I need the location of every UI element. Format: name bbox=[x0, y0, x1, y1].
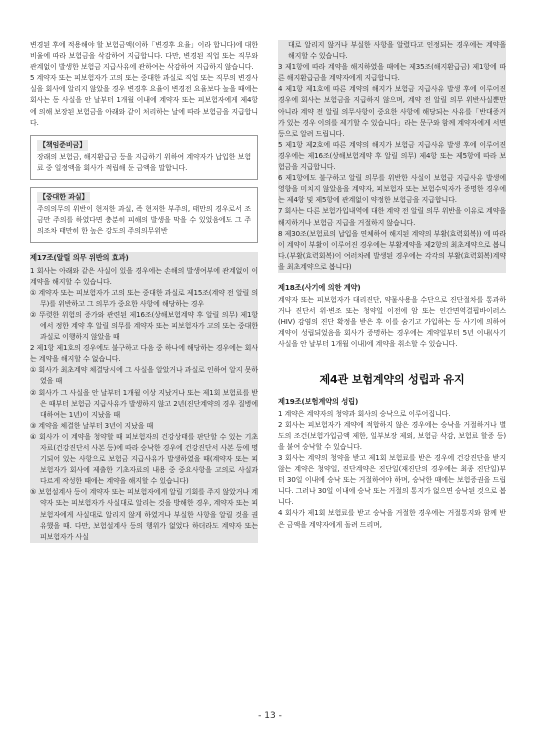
definition-box-negligence bbox=[30, 187, 258, 243]
right-column bbox=[278, 40, 506, 531]
article-19-clause-1: 1 계약은 계약자의 청약과 회사의 승낙으로 이루어집니다. bbox=[278, 409, 451, 418]
article-18-body: 계약자 또는 피보험자가 대리진단, 약물사용을 수단으로 진단절차를 통과하거나 진단서 위·변조 또는 청약일 이전에 암 또는 인간면역결핍바이러스(HIV) 감염의 진단 확정을 받은 후 이를 숨기고 가입하는 등 사기에 의하여 계약이 성립되었음을 회사가 증명하는 경우에는 계약일부터 5년 이내(사기사실을 안 날부터 1개월 이내)에 계약을 취소할 수 있습니다. bbox=[278, 296, 506, 349]
definition-body: 장래의 보험금, 해지환급금 등을 지급하기 위하여 계약자가 납입한 보험료 중 일정액을 회사가 적립해 둔 금액을 말합니다. bbox=[37, 152, 251, 172]
left-column bbox=[30, 40, 258, 543]
list-item: ① 회사가 최초계약 체결당시에 그 사실을 알았거나 과실로 인하여 알지 못하였을 때 bbox=[30, 366, 258, 386]
definition-body: 주의의무의 위반이 현저한 과실, 즉 현저한 부주의, 태만의 경우로서 조금만 주의를 하였다면 충분히 피해의 발생을 막을 수 있었음에도 그 주의조차 태만히 한 높은 강도의 주의의무위반 bbox=[37, 205, 251, 236]
article-17-clause-8: 8 제30조(보험료의 납입을 연체하여 해지된 계약의 부활(효력회복)) 에 따라 이 계약이 부활이 이루어진 경우에는 부활계약을 제2항의 최초계약으로 봅니다.(부활(효력회복)이 여러차례 발생된 경우에는 각각의 부활(효력회복)계약을 최초계약으로 봅니다) bbox=[278, 229, 506, 271]
article-19-clause-3: 3 회사는 계약의 청약을 받고 제1회 보험료를 받은 경우에 건강진단을 받지 않는 계약은 청약일, 진단계약은 진단일(재진단의 경우에는 최종 진단일)부터 30일 이내에 승낙 또는 거절하여야 하며, 승낙한 때에는 보험증권을 드립니다. 그러나 30일 이내에 승낙 또는 거절의 통지가 없으면 승낙된 것으로 봅니다. bbox=[278, 454, 506, 507]
article-17-clause-3: 3 제1항에 따라 계약을 해지하였을 때에는 제35조(해지환급금) 제1항에 따른 해지환급금을 계약자에게 지급합니다. bbox=[278, 63, 506, 83]
list-item: ④ 회사가 이 계약을 청약할 때 피보험자의 건강상태를 판단할 수 있는 기초자료(건강진단서 사본 등)에 따라 승낙한 경우에 건강진단서 사본 등에 명기되어 있는 사항으로 보험금 지급사유가 발생하였을 때(계약자 또는 피보험자가 회사에 제출한 기초자료의 내용 중 중요사항을 고의로 사실과 다르게 작성한 때에는 계약을 해지할 수 있습니다) bbox=[30, 432, 258, 486]
article-title: 제17조(알릴 의무 위반의 효과) bbox=[30, 253, 129, 263]
list-item: ③ 계약을 체결한 날부터 3년이 지났을 때 bbox=[30, 421, 154, 430]
list-item: ⑤ 보험설계사 등이 계약자 또는 피보험자에게 알릴 기회를 주지 않았거나 계약자 또는 피보험자가 사실대로 알리는 것을 방해한 경우, 계약자 또는 피보험자에게 사실대로 알리지 않게 하였거나 부실한 사항을 알릴 것을 권유했을 때. 다만, 보험설계사 등의 행위가 없었다 하더라도 계약자 또는 피보험자가 사실 bbox=[30, 488, 258, 541]
list-item: ② 회사가 그 사실을 안 날부터 1개월 이상 지났거나 또는 제1회 보험료를 받은 때부터 보험금 지급사유가 발생하지 않고 2년(진단계약의 경우 질병에 대하여는 1년)이 지났을 때 bbox=[30, 388, 258, 419]
article-17-clause-5: 5 제1항 제2호에 따른 계약의 해지가 보험금 지급사유 발생 후에 이루어진 경우에는 제16조(상해보험계약 후 알릴 의무) 제4항 또는 제5항에 따라 보험금을 지급합니다. bbox=[278, 140, 506, 172]
article-17-clause-1: 1 회사는 아래와 같은 사실이 있을 경우에는 손해의 발생여부에 관계없이 이 계약을 해지할 수 있습니다. bbox=[30, 266, 258, 286]
list-item: ① 계약자 또는 피보험자가 고의 또는 중대한 과실로 제15조(계약 전 알릴 의무)를 위반하고 그 의무가 중요한 사항에 해당하는 경우 bbox=[30, 288, 258, 308]
definition-title: 【중대한 과실】 bbox=[37, 192, 90, 203]
list-item-continued: 대로 알리지 않거나 부실한 사항을 알렸다고 인정되는 경우에는 계약을 해지할 수 있습니다. bbox=[288, 41, 506, 61]
article-17-clause-4: 4 제1항 제1호에 따른 계약의 해지가 보험금 지급사유 발생 후에 이루어진 경우에 회사는 보험금을 지급하지 않으며, 계약 전 알릴 의무 위반사실뿐만 아니라 계약 전 알릴 의무사항이 중요한 사항에 해당되는 사유를「반대증거가 있는 경우 이의를 제기할 수 있습니다」라는 문구와 함께 계약자에게 서면 등으로 알려 드립니다. bbox=[278, 85, 507, 138]
definition-box-reserve bbox=[30, 135, 258, 180]
article-17-clause-2: 2 제1항 제1호의 경우에도 불구하고 다음 중 하나에 해당하는 경우에는 회사는 계약을 해지할 수 없습니다. bbox=[30, 344, 258, 364]
list-item: ② 뚜렷한 위험의 증가와 관련된 제16조(상해보험계약 후 알릴 의무) 제1항에서 정한 계약 후 알릴 의무를 계약자 또는 피보험자가 고의 또는 중대한 과실로 이행하지 않았을 때 bbox=[30, 310, 258, 342]
article-19-clause-2: 2 회사는 피보험자가 계약에 적합하지 않은 경우에는 승낙을 거절하거나 별도의 조건(보험가입금액 제한, 일부보장 제외, 보험금 삭감, 보험료 할증 등)을 붙여 승낙할 수 있습니다. bbox=[278, 420, 506, 451]
article-17-continued bbox=[278, 40, 506, 273]
clause-5: 5 계약자 또는 피보험자가 고의 또는 중대한 과실로 직업 또는 직무의 변경사실을 회사에 알리지 않았을 경우 변경후 요율이 변경전 요율보다 높을 때에는 회사는 동 사실을 안 날부터 1개월 이내에 계약자 또는 피보험자에게 제4항에 의해 보장된 보험금을 아래와 같이 처리하는 날에 따라 보험금을 지급합니다. bbox=[30, 74, 258, 127]
page-number: - 13 - bbox=[258, 711, 282, 721]
intro-paragraph: 변경된 후에 적용해야 할 보험금액(이하「변경후 요율」이라 합니다)에 대한 비율에 따라 보험금을 삭감하여 지급합니다. 다만, 변경된 직업 또는 직무와 관계없이 발생한 보험금 지급사유에 관하여는 삭감하여 지급하지 않습니다. bbox=[30, 41, 258, 72]
definition-title: 【책임준비금】 bbox=[37, 140, 88, 151]
section-heading: 제4관 보험계약의 성립과 유지 bbox=[319, 372, 465, 386]
article-17-clause-7: 7 회사는 다른 보험가입내역에 대한 계약 전 알릴 의무 위반을 이유로 계약을 해지하거나 보험금 지급을 거절하지 않습니다. bbox=[278, 207, 506, 227]
article-17-block bbox=[30, 252, 258, 542]
article-title: 제18조(사기에 의한 계약) bbox=[278, 282, 361, 292]
article-17-clause-6: 6 제1항에도 불구하고 알릴 의무를 위반한 사실이 보험금 지급사유 발생에 영향을 미치지 않았음을 계약자, 피보험자 또는 보험수익자가 증명한 경우에는 제4항 및 제5항에 관계없이 약정한 보험금을 지급합니다. bbox=[278, 174, 506, 205]
article-title: 제19조(보험계약의 성립) bbox=[278, 396, 359, 406]
article-19-clause-4: 4 회사가 제1회 보험료를 받고 승낙을 거절한 경우에는 거절통지와 함께 받은 금액을 계약자에게 돌려 드리며, bbox=[278, 509, 506, 529]
